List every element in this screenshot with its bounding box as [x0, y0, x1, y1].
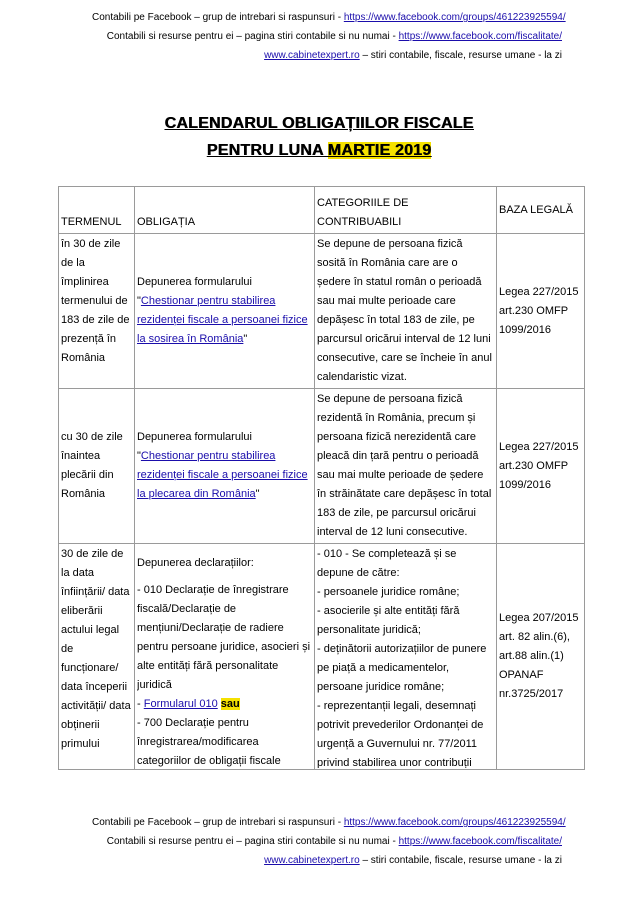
footer-line-website: www.cabinetexpert.ro – stiri contabile, fiscale, resurse umane - la zi — [264, 855, 562, 866]
facebook-group-link[interactable]: https://www.facebook.com/groups/461223925594/ — [343, 817, 566, 828]
header-line-facebook-page: Contabili si resurse pentru ei – pagina stiri contabile si nu numai - https://www.facebook.com/fiscalitate/ — [106, 31, 562, 42]
header-line-facebook-group: Contabili pe Facebook – grup de intrebari si raspunsuri - https://www.facebook.com/groups/461223925594/ — [92, 12, 566, 23]
chestionar-sosire-link[interactable]: Chestionar pentru stabilirea rezidenței fiscale a persoanei fizice la sosirea în România — [137, 295, 308, 345]
facebook-group-link[interactable]: https://www.facebook.com/groups/461223925594/ — [343, 12, 566, 23]
row-categorii: Se depune de persoana fizică rezidentă în România, precum și persoana fizică nerezidentă care pleacă din țară pentru o perioadă sau mai multe perioade de ședere în străinătate care depășesc în total 183 de zile, pe parcursul oricărui interval de 12 luni consecutive. — [315, 389, 497, 544]
row-categorii: Se depune de persoana fizică sosită în România care are o ședere în statul român o perioadă sau mai multe perioade care depășesc în total 183 de zile, pe parcursul oricărui interval de 12 luni consecutive, care se încheie în anul calendaristic vizat. — [315, 234, 497, 389]
facebook-page-link[interactable]: https://www.facebook.com/fiscalitate/ — [398, 31, 562, 42]
facebook-page-link[interactable]: https://www.facebook.com/fiscalitate/ — [398, 836, 562, 847]
table-row — [59, 544, 585, 770]
footer-line-facebook-group: Contabili pe Facebook – grup de intrebari si raspunsuri - https://www.facebook.com/groups/461223925594/ — [92, 817, 566, 828]
header-baza-legala: BAZA LEGALĂ — [497, 187, 585, 234]
month-highlight: MARTIE 2019 — [327, 142, 432, 159]
page-title: CALENDARUL OBLIGAȚIILOR FISCALE — [164, 115, 474, 132]
website-link[interactable]: www.cabinetexpert.ro — [264, 50, 360, 61]
table-row — [59, 234, 585, 389]
row-termen: 30 de zile de la data înființării/ data eliberării actului legal de funcționare/ data începerii activității/ data obținerii primului — [59, 544, 135, 770]
row-obligatia: Depunerea formularului "Chestionar pentru stabilirea rezidenței fiscale a persoanei fizice la plecarea din România" — [135, 389, 315, 544]
page-footer — [92, 813, 566, 870]
row-termen: cu 30 de zile înaintea plecării din România — [59, 389, 135, 544]
page-subtitle: PENTRU LUNA MARTIE 2019 — [206, 142, 432, 159]
formular-010-link[interactable]: Formularul 010 — [143, 698, 218, 710]
footer-line-facebook-page: Contabili si resurse pentru ei – pagina stiri contabile si nu numai - https://www.facebook.com/fiscalitate/ — [106, 836, 562, 847]
row-baza-legala: Legea 227/2015 art.230 OMFP 1099/2016 — [497, 389, 585, 544]
header-categorii: CATEGORIILE DE CONTRIBUABILI — [315, 187, 497, 234]
chestionar-plecare-link[interactable]: Chestionar pentru stabilirea rezidenței fiscale a persoanei fizice la plecarea din România — [137, 450, 308, 500]
row-obligatia: Depunerea formularului "Chestionar pentru stabilirea rezidenței fiscale a persoanei fizice la sosirea în România" — [135, 234, 315, 389]
row-baza-legala: Legea 207/2015 art. 82 alin.(6), art.88 alin.(1) OPANAF nr.3725/2017 — [497, 544, 585, 770]
fiscal-calendar-table — [58, 186, 585, 770]
row-categorii: - 010 - Se completează și se depune de către: - persoanele juridice române; - asocierile și alte entități fără personalitate juridică; - deținătorii autorizațiilor de punere pe piață a medicamentelor, persoane juridice române; - reprezentanții legali, desemnați potrivit prevederilor Ordonanței de urgență a Guvernului nr. 77/2011 privind stabilirea unor contribuții — [315, 544, 497, 770]
row-termen: în 30 de zile de la împlinirea termenului de 183 de zile de prezență în România — [59, 234, 135, 389]
header-obligatia: OBLIGAȚIA — [135, 187, 315, 234]
website-link[interactable]: www.cabinetexpert.ro — [264, 855, 360, 866]
table-row — [59, 389, 585, 544]
row-baza-legala: Legea 227/2015 art.230 OMFP 1099/2016 — [497, 234, 585, 389]
page-header — [92, 8, 566, 65]
table-header-row — [59, 187, 585, 234]
row-obligatia: Depunerea declarațiilor: - 010 Declarație de înregistrare fiscală/Declarație de mențiuni/Declarație de radiere pentru persoane juridice, asocieri și alte entități fără personalitate juridică - Formularul 010 sau - 700 Declarație pentru înregistrarea/modificarea categoriilor de obligații fiscale — [135, 544, 315, 770]
header-termen: TERMENUL — [59, 187, 135, 234]
header-line-website: www.cabinetexpert.ro – stiri contabile, fiscale, resurse umane - la zi — [264, 50, 562, 61]
